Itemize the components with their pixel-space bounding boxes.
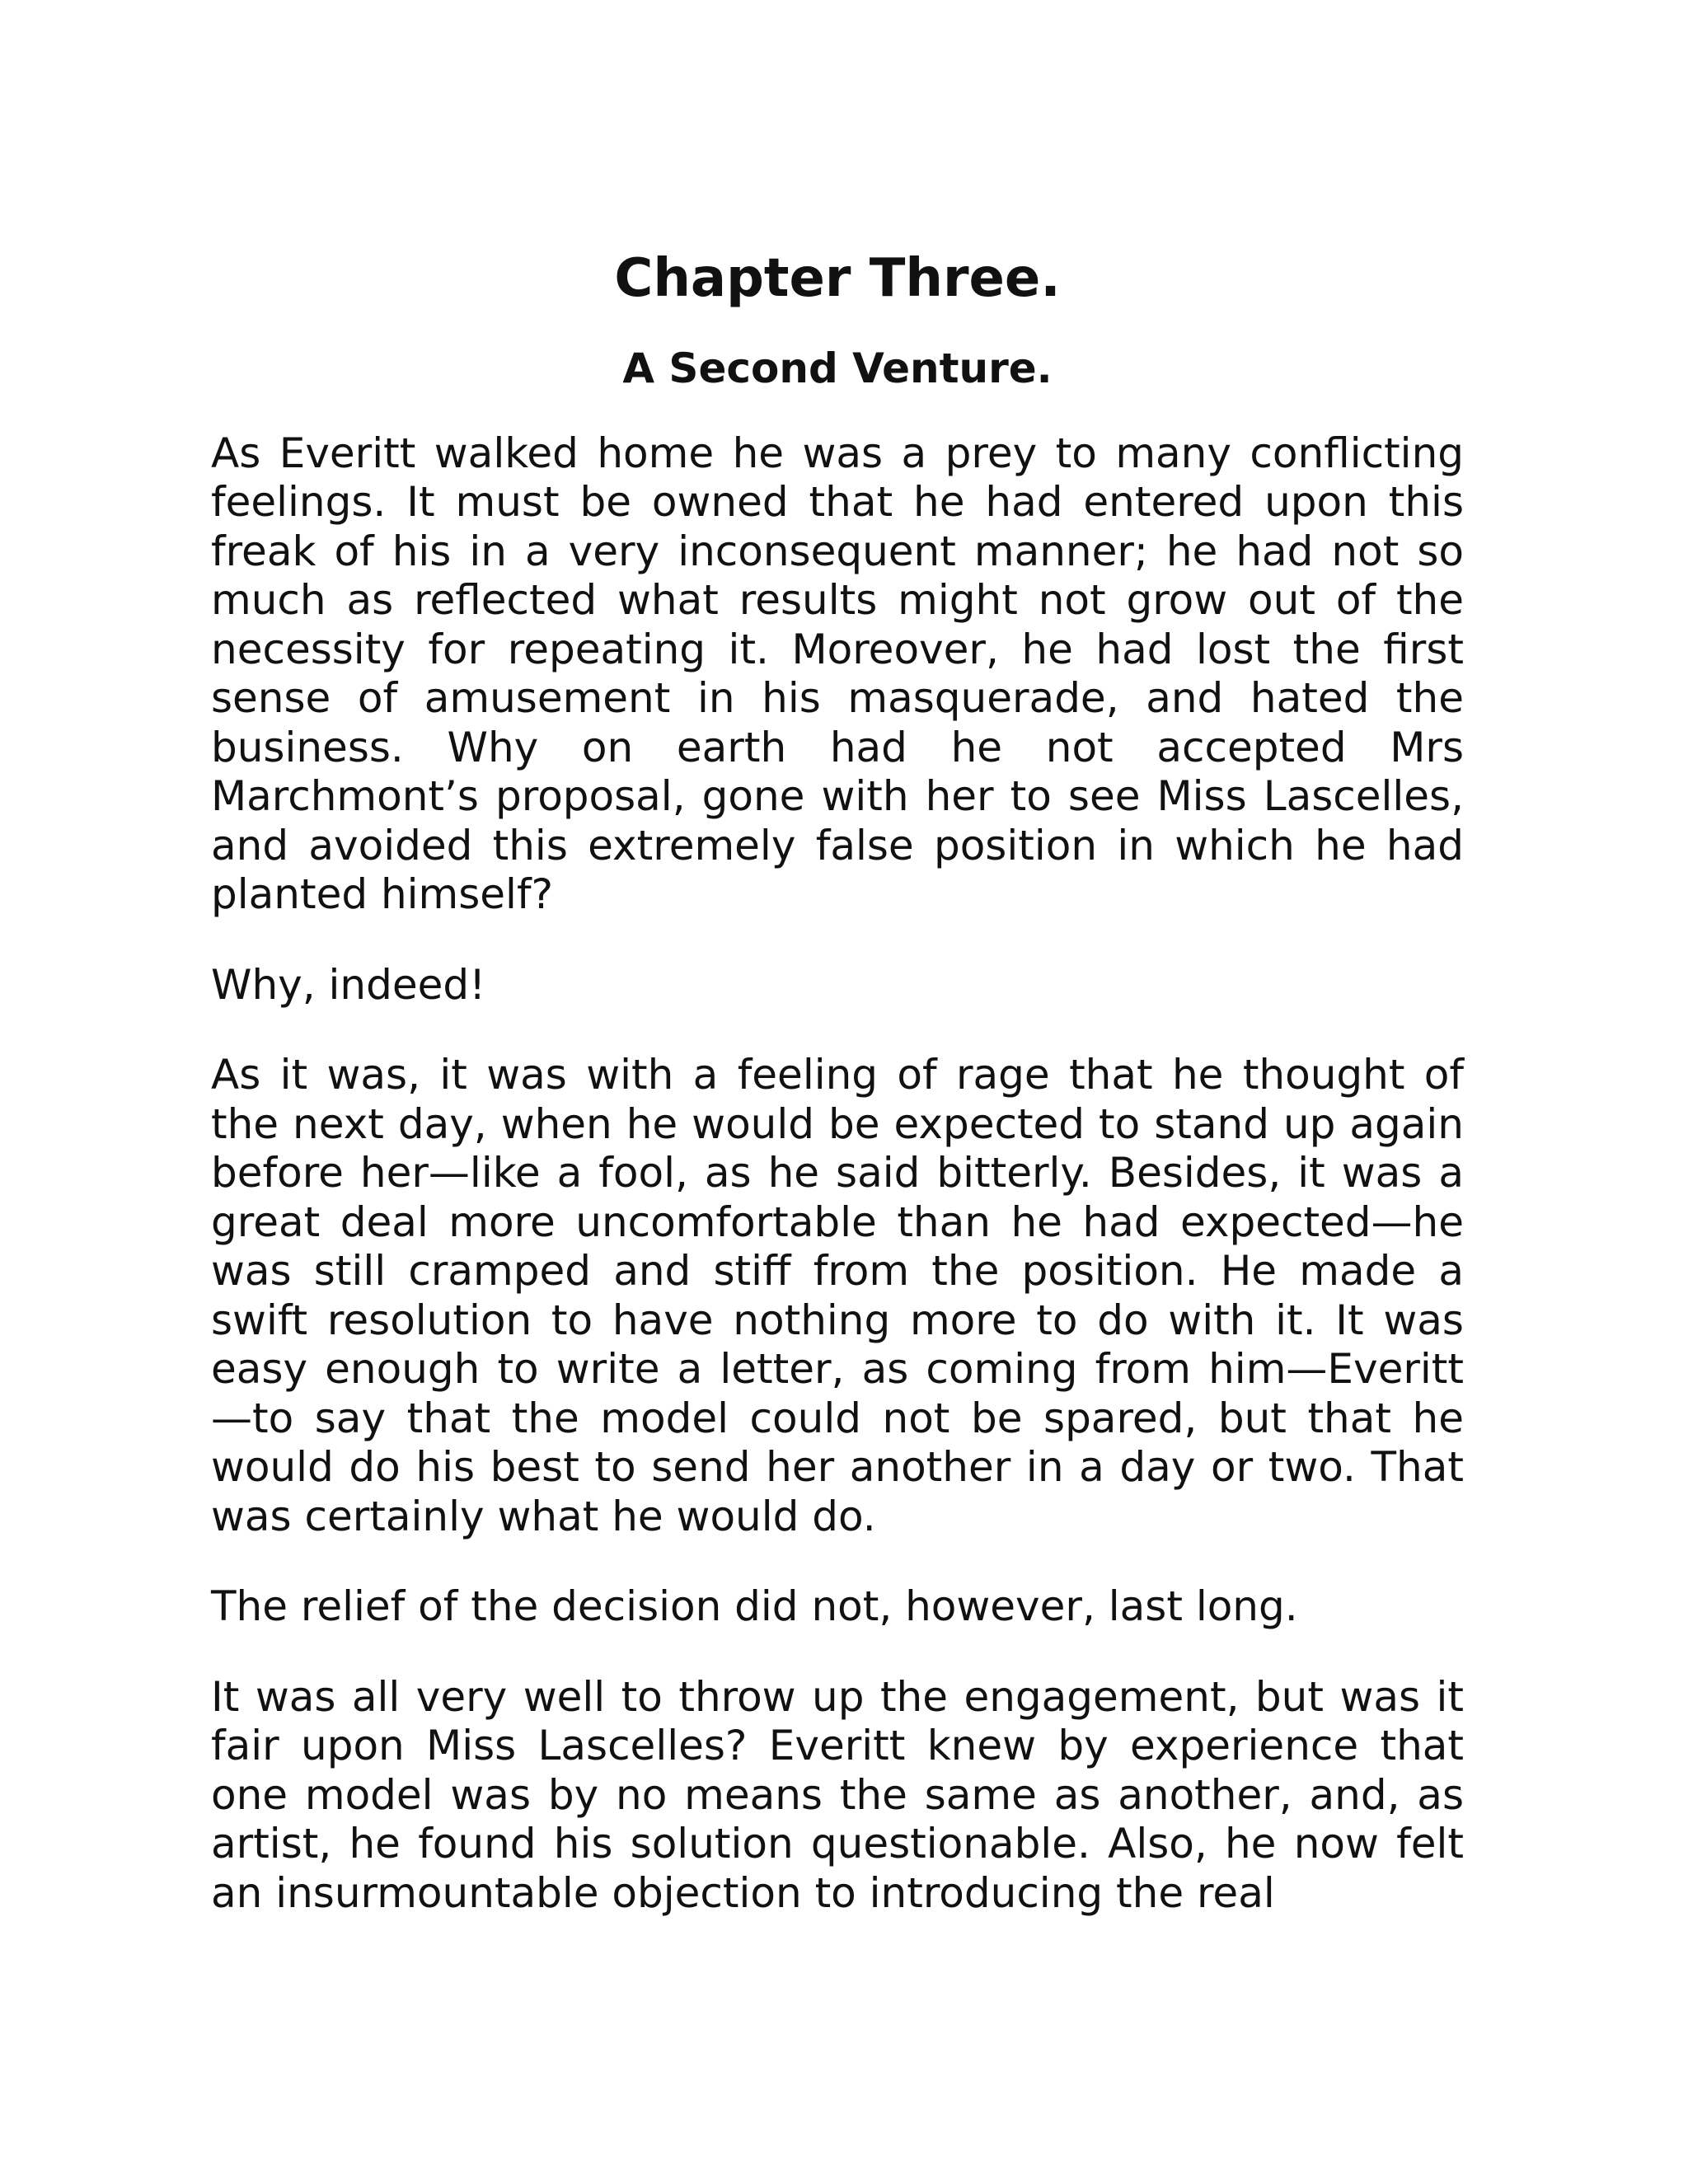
page-content [211,247,1464,1918]
paragraph-1: As Everitt walked home he was a prey to many conflicting feelings. It must be owned that he had entered upon this freak of his in a very inconsequent manner; he had not so much as reflected what results might not grow out of the necessity for repeating it. Moreover, he had lost the first sense of amusement in his masquerade, and hated the business. Why on earth had he not accepted Mrs Marchmont’s proposal, gone with her to see Miss Lascelles, and avoided this extremely false position in which he had planted himself? [211,429,1464,919]
chapter-subtitle: A Second Venture. [622,344,1053,392]
paragraph-4: The relief of the decision did not, however, last long. [211,1582,1298,1631]
paragraph-5: It was all very well to throw up the engagement, but was it fair upon Miss Lascelles? Everitt knew by experience that one model was by no means the same as another, and, as artist, he found his solution questionable. Also, he now felt an insurmountable objection to introducing the real [211,1672,1464,1917]
paragraph-3: As it was, it was with a feeling of rage that he thought of the next day, when he would be expected to stand up again before her—like a fool, as he said bitterly. Besides, it was a great deal more uncomfortable than he had expected—he was still cramped and stiff from the position. He made a swift resolution to have nothing more to do with it. It was easy enough to write a letter, as coming from him—Everitt—to say that the model could not be spared, but that he would do his best to send her another in a day or two. That was certainly what he would do. [211,1051,1464,1540]
paragraph-2: Why, indeed! [211,960,486,1009]
chapter-title: Chapter Three. [614,248,1061,309]
